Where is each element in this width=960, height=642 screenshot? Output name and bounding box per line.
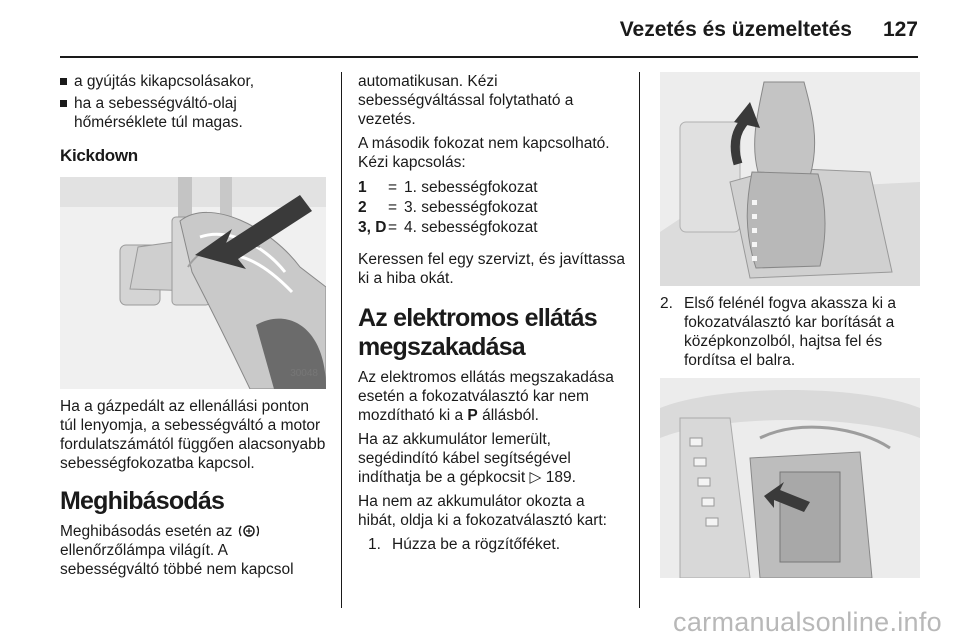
service-text: Keressen fel egy szervizt, és javíttassa ki a hiba okát. [358,251,626,287]
gear-row [358,218,626,238]
page-ref-arrow-icon: ▷ [529,469,542,486]
header-rule [60,56,918,58]
gear-eq: = [388,199,398,216]
step-2 [660,294,920,370]
page-ref: 189. [545,469,576,486]
gear-eq: = [388,179,398,196]
gear-key: 1 [358,179,367,196]
column-divider-2 [639,72,640,608]
transmission-warning-icon [237,523,259,539]
bullet-item: a gyújtás kikapcsolásakor, [60,72,326,91]
power-heading: Az elektromos ellátás megszakadása [358,304,597,361]
bullet-item: ha a sebességváltó-olaj hőmérséklete túl magas. [60,94,326,132]
pedal-illustration-icon [60,177,326,389]
step-text: Első felénél fogva akassza ki a fokozatválasztó kar borítását a középkonzolból, hajtsa fel és fordítsa el balra. [684,295,896,369]
page-header [0,16,960,46]
gear-table [358,178,626,238]
kickdown-figure [60,177,326,389]
column-3 [660,72,920,586]
second-gear-text: A második fokozat nem kapcsolható. Kézi kapcsolás: [358,135,610,171]
page-number: 127 [882,18,918,41]
gear-key: 3, D [358,219,387,236]
watermark: carmanualsonline.info [673,607,942,637]
console-figure [660,378,920,578]
gear-lever-figure [660,72,920,286]
gear-row [358,198,626,218]
gear-row [358,178,626,198]
power-text-2a: Ha az akkumulátor lemerült, segédindító kábel segítségével indíthatja be a gépkocsit [358,431,571,486]
power-paragraph-1 [358,368,626,425]
power-text-1b: állásból. [482,407,539,424]
column-1 [60,72,326,584]
console-illustration-icon [660,378,920,578]
position-p: P [467,407,478,424]
power-paragraph-2 [358,430,626,487]
fault-paragraph [60,522,326,579]
column-2 [358,72,626,554]
figure-code: 30048 [290,368,318,379]
kickdown-heading: Kickdown [60,146,138,165]
fault-heading: Meghibásodás [60,487,225,515]
fault-text-b: ellenőrzőlámpa világít. A sebességváltó többé nem kapcsol [60,542,294,578]
step-text: Húzza be a rögzítőféket. [392,536,561,553]
power-text-1a: Az elektromos ellátás megszakadása esetén a fokozatválasztó kar nem mozdítható ki a [358,369,614,424]
bullet-list [60,72,326,132]
gear-lever-illustration-icon [660,72,920,286]
gear-eq: = [388,219,398,236]
gear-value: 4. sebességfokozat [404,219,538,236]
gear-value: 3. sebességfokozat [404,199,538,216]
step-1 [358,535,626,554]
fault-text-a: Meghibásodás esetén az [60,523,233,540]
column-divider-1 [341,72,342,608]
step-number: 1. [368,536,381,553]
gear-key: 2 [358,199,367,216]
gear-value: 1. sebességfokozat [404,179,538,196]
step-number: 2. [660,295,673,312]
kickdown-text: Ha a gázpedált az ellenállási ponton túl lenyomja, a sebességváltó a motor fordulatszámától függően alacsonyabb sebességfokozatba kapcsol. [60,398,326,472]
header-title: Vezetés és üzemeltetés [619,18,852,41]
power-paragraph-3: Ha nem az akkumulátor okozta a hibát, oldja ki a fokozatválasztó kart: [358,493,607,529]
cont-text: automatikusan. Kézi sebességváltással folytatható a vezetés. [358,73,574,128]
